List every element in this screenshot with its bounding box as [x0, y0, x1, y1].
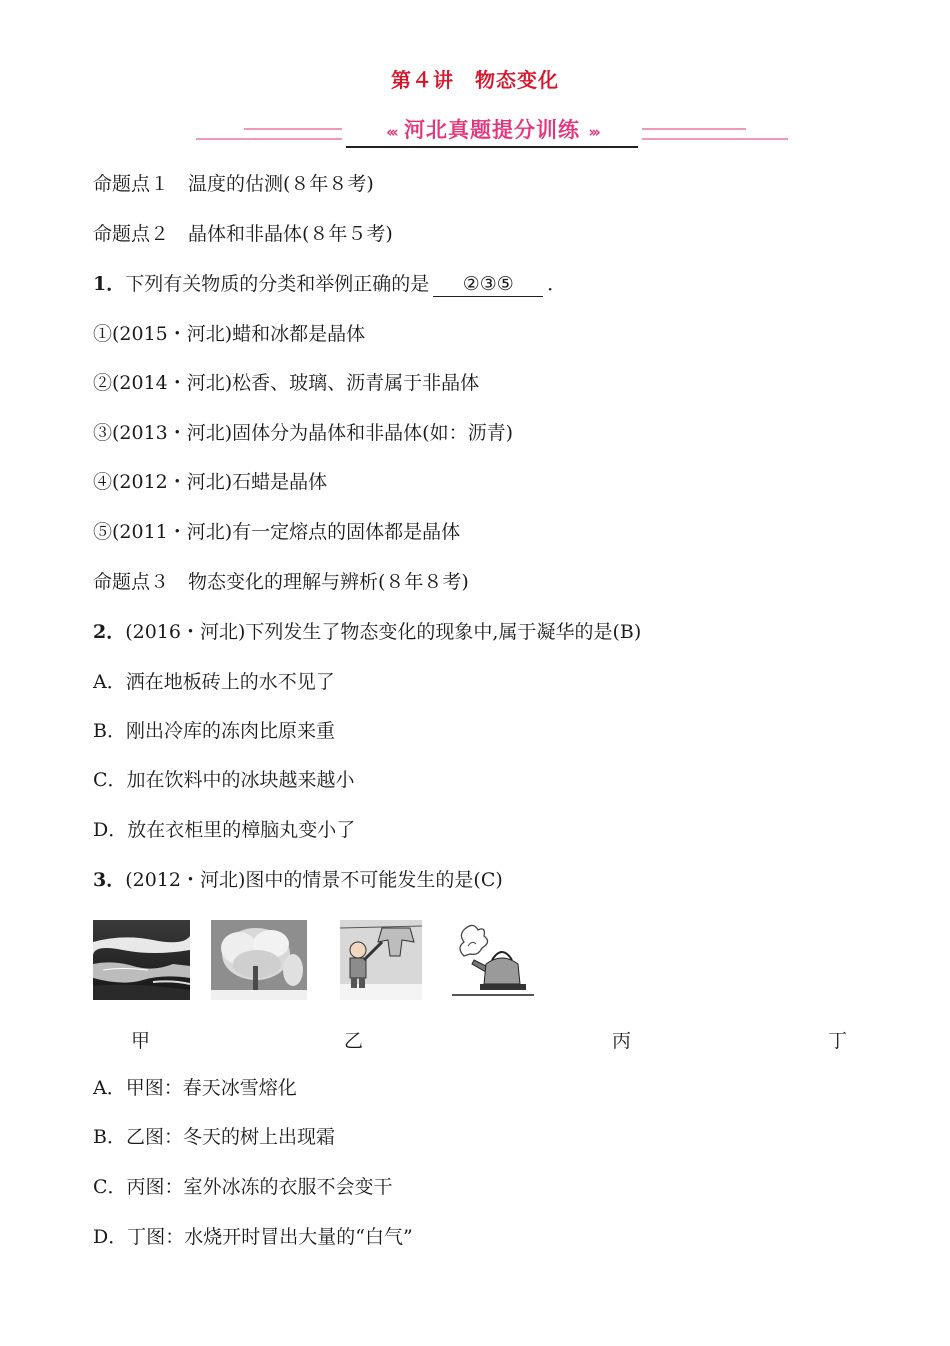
statement-3: ③(2013・河北)固体分为晶体和非晶体(如：沥青) [93, 422, 514, 444]
option-d: D．放在衣柜里的樟脑丸变小了 [93, 819, 356, 841]
topic-label-1: 命题点１ 温度的估测(８年８考) [93, 173, 374, 195]
question-1: 1．下列有关物质的分类和举例正确的是 ②③⑤ ． [93, 273, 567, 295]
statement-1: ①(2015・河北)蜡和冰都是晶体 [93, 323, 366, 345]
statement-2: ②(2014・河北)松香、玻璃、沥青属于非晶体 [93, 372, 480, 394]
q3-option-a: A．甲图：春天冰雪熔化 [93, 1077, 297, 1099]
q3-option-c: C．丙图：室外冰冻的衣服不会变干 [93, 1176, 393, 1198]
illustration-frozen-clothes [340, 920, 422, 1000]
statement-5: ⑤(2011・河北)有一定熔点的固体都是晶体 [93, 521, 461, 543]
q3-option-b: B．乙图：冬天的树上出现霜 [93, 1126, 335, 1148]
question-text: 下列有关物质的分类和举例正确的是 [125, 273, 430, 295]
page-title: 第４讲 物态变化 [391, 68, 559, 92]
option-b: B．刚出冷库的冻肉比原来重 [93, 720, 335, 742]
q3-option-d: D．丁图：水烧开时冒出大量的“白气” [93, 1226, 413, 1248]
question-number: 2． [93, 621, 126, 643]
topic-label-3: 命题点３ 物态变化的理解与辨析(８年８考) [93, 571, 469, 593]
question-2 [93, 620, 641, 644]
statement-4: ④(2012・河北)石蜡是晶体 [93, 471, 328, 493]
left-chevrons-icon: ‹‹‹ [386, 123, 396, 141]
question-text: (2012・河北)图中的情景不可能发生的是(C) [125, 869, 503, 891]
right-chevrons-icon: ››› [588, 123, 598, 141]
topic-label-2: 命题点２ 晶体和非晶体(８年５考) [93, 223, 393, 245]
question-text: (2016・河北)下列发生了物态变化的现象中,属于凝华的是(B) [125, 621, 642, 643]
photo-frozen-river [93, 920, 190, 1000]
caption-ding: 丁 [828, 1030, 848, 1052]
photo-frosted-tree [211, 920, 307, 1000]
illustration-boiling-kettle [452, 920, 534, 1000]
caption-yi: 乙 [344, 1030, 364, 1052]
question-number: 3． [93, 869, 126, 891]
banner-title: 河北真题提分训练 [404, 118, 580, 142]
option-a: A．洒在地板砖上的水不见了 [93, 671, 335, 693]
caption-bing: 丙 [612, 1030, 632, 1052]
option-c: C．加在饮料中的冰块越来越小 [93, 769, 355, 791]
caption-jia: 甲 [131, 1030, 151, 1052]
section-banner [196, 116, 788, 150]
answer-blank: ②③⑤ [433, 272, 543, 297]
question-3 [93, 868, 503, 892]
question-number: 1． [93, 273, 126, 295]
